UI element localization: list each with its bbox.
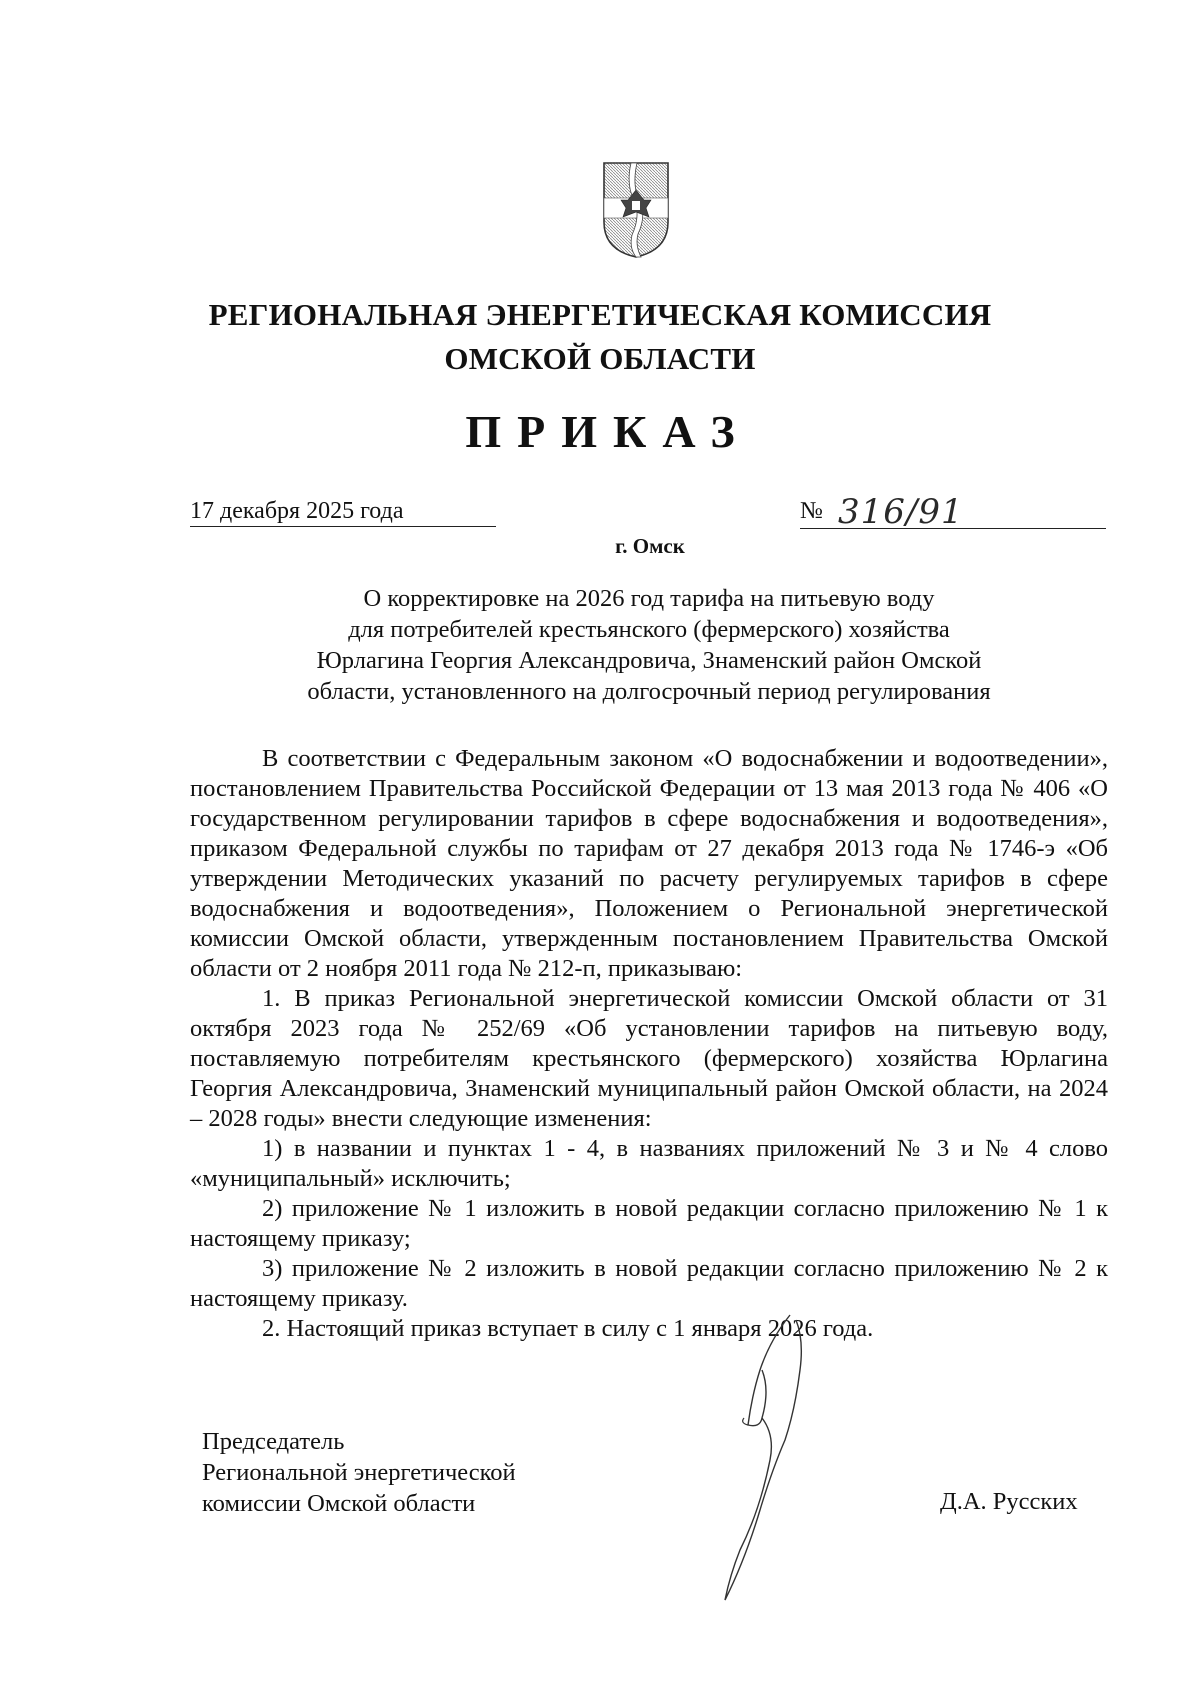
body-paragraph-item-1: 1. В приказ Региональной энергетической комиссии Омской области от 31 октября 2023 года № 252/69 «Об установлении тарифов на питьевую воду, поставляемую потребителям крестьянского (фермерского) хозяйства Юрлагина Георгия Александровича, Знаменский муниципальный район Омской области, на 2024 – 2028 годы» внести следующие изменения:	[190, 985, 1108, 1132]
number-sign: №	[800, 498, 823, 524]
organization-name-line2: ОМСКОЙ ОБЛАСТИ	[444, 341, 756, 376]
body-paragraph-subitem-1: 1) в названии и пунктах 1 - 4, в названиях приложений № 3 и № 4 слово «муниципальный» исключить;	[190, 1135, 1108, 1192]
signatory-name: Д.А. Русских	[940, 1488, 1078, 1515]
subject-line: Юрлагина Георгия Александровича, Знаменский район Омской	[316, 647, 982, 674]
organization-name-line1: РЕГИОНАЛЬНАЯ ЭНЕРГЕТИЧЕСКАЯ КОМИССИЯ	[208, 297, 992, 332]
document-subject	[190, 583, 1108, 707]
signatory-position-line: Региональной энергетической	[202, 1459, 516, 1486]
document-city: г. Омск	[615, 534, 685, 558]
subject-line: области, установленного на долгосрочный период регулирования	[307, 678, 991, 705]
signatory-position-line: Председатель	[202, 1428, 345, 1455]
subject-line: для потребителей крестьянского (фермерского) хозяйства	[348, 616, 950, 643]
subject-line: О корректировке на 2026 год тарифа на питьевую воду	[363, 585, 935, 612]
signatory-position	[202, 1426, 516, 1519]
document-number-field	[800, 492, 1106, 532]
body-paragraph-preamble: В соответствии с Федеральным законом «О водоснабжении и водоотведении», постановлением Правительства Российской Федерации от 13 мая 2013 года № 406 «О государственном регулировании тарифов в сфере водоснабжения и водоотведения», приказом Федеральной службы по тарифам от 27 декабря 2013 года № 1746-э «Об утверждении Методических указаний по расчету регулируемых тарифов в сфере водоснабжения и водоотведения», Положением о Региональной энергетической комиссии Омской области, утвержденным постановлением Правительства Омской области от 2 ноября 2011 года № 212-п, приказываю:	[190, 745, 1108, 982]
signatory-position-line: комиссии Омской области	[202, 1490, 476, 1517]
document-type-title: ПРИКАЗ	[465, 406, 751, 457]
document-body	[190, 744, 1108, 1344]
body-paragraph-subitem-2: 2) приложение № 1 изложить в новой редакции согласно приложению № 1 к настоящему приказу;	[190, 1195, 1108, 1252]
handwritten-number: 316/91	[838, 492, 964, 532]
handwritten-signature	[700, 1310, 890, 1610]
body-paragraph-item-2: 2. Настоящий приказ вступает в силу с 1 января 2026 года.	[262, 1315, 874, 1342]
body-paragraph-subitem-3: 3) приложение № 2 изложить в новой редакции согласно приложению № 2 к настоящему приказу.	[190, 1255, 1108, 1312]
document-date: 17 декабря 2025 года	[190, 498, 496, 527]
coat-of-arms-icon	[601, 160, 671, 260]
